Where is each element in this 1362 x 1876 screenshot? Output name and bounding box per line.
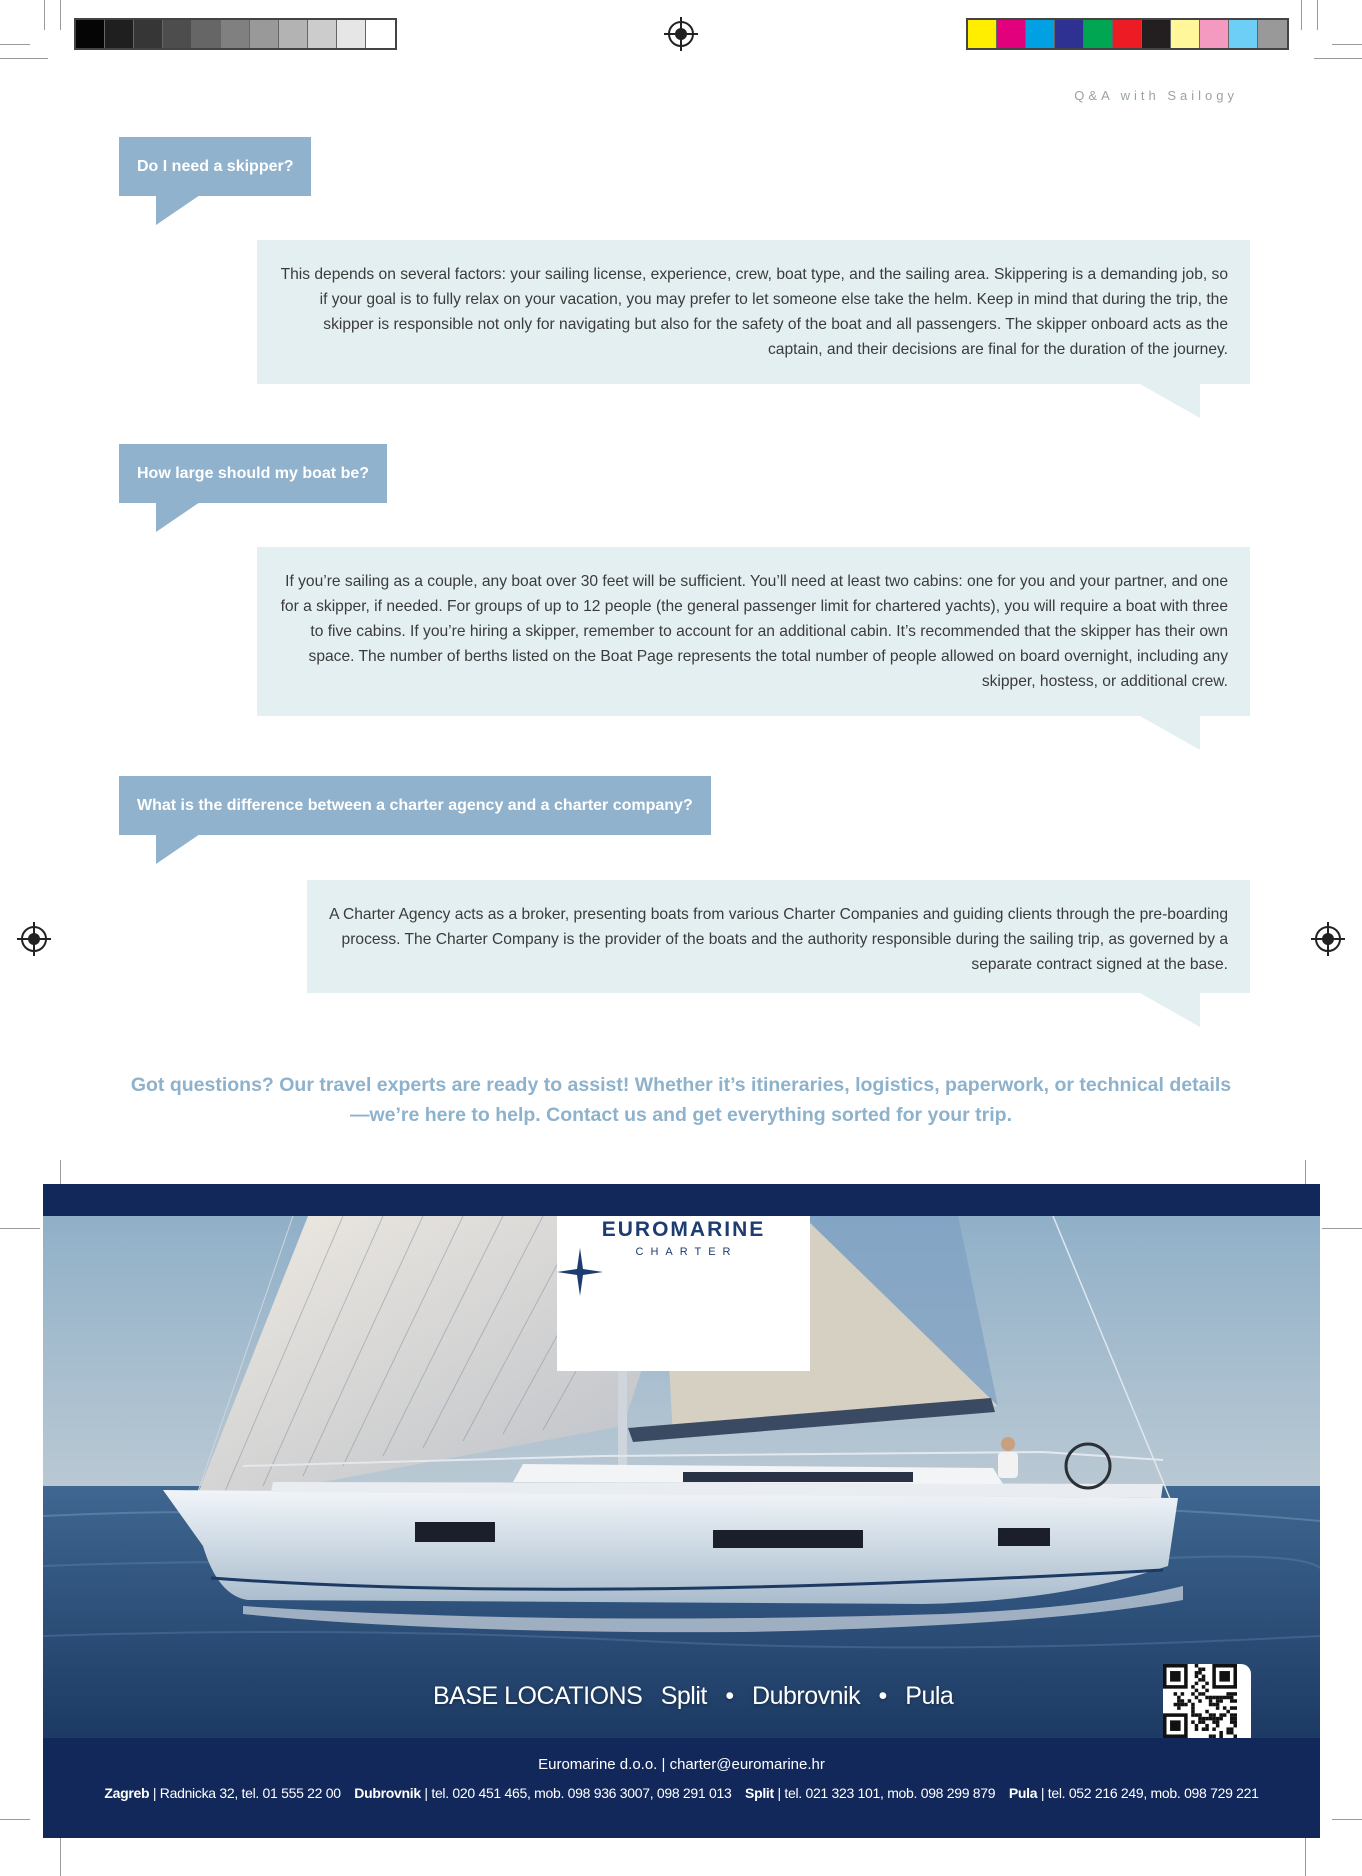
color-swatch: [221, 20, 250, 48]
crop-mark: [44, 0, 45, 30]
crop-mark: [1305, 1836, 1306, 1876]
color-swatch: [1026, 20, 1055, 48]
ad-contact-footer: [43, 1738, 1320, 1838]
color-swatch: [308, 20, 337, 48]
bubble-tail: [1140, 993, 1200, 1027]
color-swatch: [366, 20, 395, 48]
office-dubrovnik: [354, 1785, 731, 1801]
crop-mark: [0, 1819, 30, 1820]
answer-text: A Charter Agency acts as a broker, presenting boats from various Charter Companies and guiding clients through the pre-boarding process. The Charter Company is the provider of the boats and the authority responsible during the sailing trip, as governed by a separate contract signed at the base.: [329, 906, 1228, 973]
color-swatch: [1142, 20, 1171, 48]
question-bubble: [119, 444, 387, 503]
crop-mark: [1301, 0, 1302, 30]
office-details: | tel. 052 216 249, mob. 098 729 221: [1040, 1785, 1259, 1801]
bubble-tail: [156, 195, 200, 225]
office-details: | tel. 021 323 101, mob. 098 299 879: [777, 1785, 996, 1801]
euromarine-advertisement: [43, 1184, 1320, 1838]
question-text: Do I need a skipper?: [137, 158, 294, 175]
logo-subtitle: CHARTER: [635, 1246, 738, 1258]
process-color-bar: [966, 18, 1289, 50]
office-split: [745, 1785, 995, 1801]
base-separator: •: [878, 1682, 887, 1710]
color-swatch: [1171, 20, 1200, 48]
color-swatch: [279, 20, 308, 48]
bubble-tail: [156, 502, 200, 532]
crop-mark: [0, 44, 30, 45]
answer-text: If you’re sailing as a couple, any boat over 30 feet will be sufficient. You’ll need at least two cabins: one for you and your partner, and one for a skipper, if needed. For groups of up to 12 people (the general passenger limit for chartered yachts), you will require a boat with three to five cabins. If you’re hiring a skipper, remember to account for an additional cabin. It’s recommended that the skipper has their own space. The number of berths listed on the Boat Page represents the total number of people allowed on board overnight, including any skipper, hostess, or additional crew.: [280, 573, 1228, 690]
base-locations-label: BASE LOCATIONS: [433, 1682, 643, 1710]
answer-text: This depends on several factors: your sailing license, experience, crew, boat type, and the sailing area. Skippering is a demanding job, so if your goal is to fully relax on your vacation, you may prefer to let someone else take the helm. Keep in mind that during the trip, the skipper is responsible not only for navigating but also for the safety of the boat and all passengers. The skipper onboard acts as the captain, and their decisions are final for the duration of the journey.: [280, 266, 1228, 358]
qr-code[interactable]: [1163, 1664, 1251, 1738]
color-swatch: [1229, 20, 1258, 48]
cta-text: Got questions? Our travel experts are ready to assist! Whether it’s itineraries, logistics, paperwork, or technical details—we’re here to help. Contact us and get everything sorted for your trip.: [130, 1074, 1232, 1126]
color-swatch: [134, 20, 163, 48]
office-details: | tel. 020 451 465, mob. 098 936 3007, 098 291 013: [424, 1785, 732, 1801]
office-pula: [1009, 1785, 1259, 1801]
base-pula: Pula: [905, 1682, 954, 1710]
office-city: Split: [745, 1785, 774, 1801]
compass-star-icon: [557, 1248, 603, 1296]
office-zagreb: [104, 1785, 340, 1801]
sailboat-photo: [43, 1216, 1320, 1738]
crop-mark: [1322, 1228, 1362, 1229]
office-details: | Radnicka 32, tel. 01 555 22 00: [152, 1785, 341, 1801]
color-swatch: [105, 20, 134, 48]
crop-mark: [0, 1228, 40, 1229]
color-swatch: [997, 20, 1026, 48]
question-text: What is the difference between a charter agency and a charter company?: [137, 797, 693, 814]
base-locations: [433, 1682, 965, 1711]
crop-mark: [60, 1836, 61, 1876]
question-bubble: [119, 137, 311, 196]
office-city: Zagreb: [104, 1785, 150, 1801]
running-head: Q&A with Sailogy: [1074, 88, 1238, 103]
crop-mark: [0, 58, 48, 59]
color-swatch: [163, 20, 192, 48]
color-swatch: [192, 20, 221, 48]
color-swatch: [76, 20, 105, 48]
logo-name: EUROMARINE: [601, 1218, 766, 1241]
answer-bubble: [257, 547, 1250, 716]
color-swatch: [250, 20, 279, 48]
registration-mark-icon: [21, 926, 47, 952]
registration-mark-icon: [1315, 926, 1341, 952]
color-swatch: [1258, 20, 1287, 48]
question-bubble: [119, 776, 711, 835]
crop-mark: [1332, 1819, 1362, 1820]
office-city: Pula: [1008, 1785, 1038, 1801]
base-split: Split: [660, 1682, 707, 1710]
ad-top-bar: [43, 1184, 1320, 1216]
color-swatch: [968, 20, 997, 48]
bubble-tail: [156, 834, 200, 864]
office-list: [43, 1785, 1320, 1801]
color-swatch: [1200, 20, 1229, 48]
euromarine-logo: [557, 1216, 810, 1371]
crop-mark: [1314, 58, 1362, 59]
question-text: How large should my boat be?: [137, 465, 370, 482]
crop-mark: [1317, 0, 1318, 30]
base-dubrovnik: Dubrovnik: [752, 1682, 861, 1710]
color-swatch: [1055, 20, 1084, 48]
color-swatch: [1084, 20, 1113, 48]
color-swatch: [1113, 20, 1142, 48]
grayscale-color-bar: [74, 18, 397, 50]
qr-code-icon: [1163, 1664, 1237, 1738]
answer-bubble: [307, 880, 1250, 993]
base-separator: •: [725, 1682, 734, 1710]
crop-mark: [60, 0, 61, 30]
company-line: Euromarine d.o.o. | charter@euromarine.hr: [538, 1756, 825, 1773]
bubble-tail: [1140, 716, 1200, 750]
crop-mark: [1332, 44, 1362, 45]
registration-mark-icon: [668, 21, 694, 47]
office-city: Dubrovnik: [354, 1785, 421, 1801]
answer-bubble: [257, 240, 1250, 384]
color-swatch: [337, 20, 366, 48]
bubble-tail: [1140, 384, 1200, 418]
